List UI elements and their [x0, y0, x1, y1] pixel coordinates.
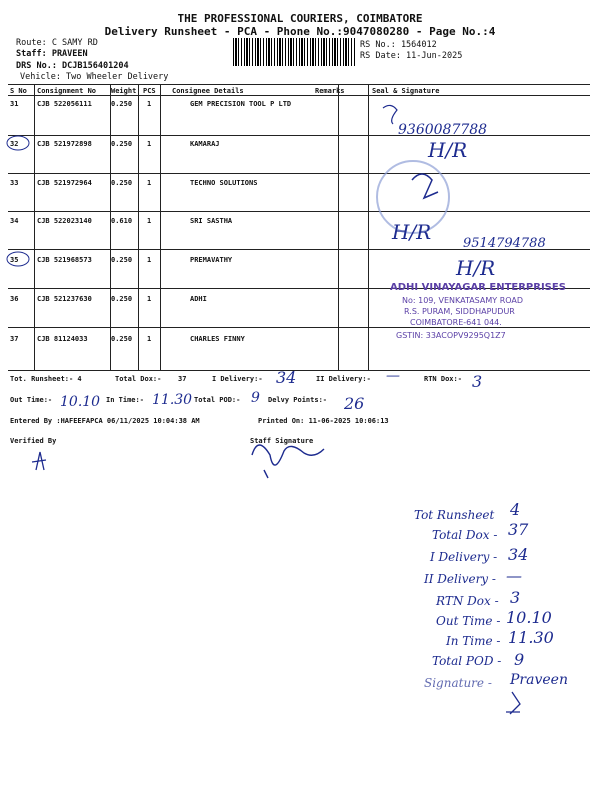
col-remarks: Remarks: [315, 87, 345, 95]
row-sno: 35: [10, 256, 19, 264]
row-sno: 36: [10, 295, 19, 303]
note-label: In Time -: [446, 634, 501, 648]
row-pcs: 1: [147, 295, 152, 303]
vehicle: Vehicle: Two Wheeler Delivery: [20, 72, 169, 82]
row-consignee: ADHI: [190, 295, 207, 303]
row-weight: 0.250: [111, 256, 133, 264]
total-pod-label: Total POD:-: [194, 396, 241, 404]
note-value: 34: [508, 545, 529, 564]
drs-number: DRS No.: DCJB156401204: [16, 61, 129, 71]
row-sno: 32: [10, 140, 19, 148]
row-consignee: KAMARAJ: [190, 140, 220, 148]
col-seal: Seal & Signature: [372, 87, 440, 95]
i-delivery-value: 34: [276, 368, 297, 387]
tot-runsheet: Tot. Runsheet:- 4: [10, 375, 82, 383]
col-consignment: Consignment No: [37, 87, 97, 95]
in-time-value: 11.30: [152, 392, 193, 408]
row-sno: 31: [10, 100, 19, 108]
entered-by: Entered By :HAFEEFAPCA 06/11/2025 10:04:38 AM: [10, 417, 200, 425]
rtn-label: RTN Dox:-: [424, 375, 462, 383]
row-pcs: 1: [147, 179, 152, 187]
note-value: 10.10: [506, 608, 552, 627]
note-value: 9: [514, 650, 525, 669]
row-consignment: CJB 522056111: [37, 100, 92, 108]
row-weight: 0.610: [111, 217, 133, 225]
row-consignment: CJB 521972898: [37, 140, 92, 148]
staff: Staff: PRAVEEN: [16, 49, 88, 59]
row-consignee: SRI SASTHA: [190, 217, 233, 225]
i-delivery-label: I Delivery:-: [212, 375, 263, 383]
note-value: —: [506, 566, 522, 585]
row-sno: 34: [10, 217, 19, 225]
col-consignee: Consignee Details: [172, 87, 244, 95]
row-consignment: CJB 521237630: [37, 295, 92, 303]
delvy-points-value: 26: [344, 394, 365, 413]
note-value: 3: [510, 588, 521, 607]
note-label: Signature -: [424, 676, 492, 690]
note-label: Total Dox -: [432, 528, 498, 542]
rs-date: RS Date: 11-Jun-2025: [360, 51, 463, 61]
row-consignee: GEM PRECISION TOOL P LTD: [190, 100, 292, 108]
rs-number: RS No.: 1564012: [360, 40, 437, 50]
note-label: Total POD -: [432, 654, 502, 668]
note-value: 37: [508, 520, 529, 539]
ii-delivery-value: —: [386, 368, 400, 384]
stamp-line3: COIMBATORE-641 044.: [410, 318, 502, 327]
row-pcs: 1: [147, 100, 152, 108]
rtn-value: 3: [472, 372, 483, 391]
row-consignee: CHARLES FINNY: [190, 335, 245, 343]
staff-signature: Staff Signature: [250, 437, 314, 445]
row-weight: 0.250: [111, 295, 133, 303]
ii-delivery-label: II Delivery:-: [316, 375, 371, 383]
hand-hr-1: H/R: [428, 138, 468, 162]
out-time-value: 10.10: [60, 394, 101, 410]
tot-dox-label: Total Dox:-: [115, 375, 162, 383]
row-consignment: CJB 521972964: [37, 179, 92, 187]
company-title: THE PROFESSIONAL COURIERS, COIMBATORE: [177, 12, 423, 25]
stamp-line4: GSTIN: 33ACOPV9295Q1Z7: [396, 331, 506, 340]
note-label: Out Time -: [436, 614, 501, 628]
tot-dox-value: 37: [178, 375, 187, 383]
runsheet-subtitle: Delivery Runsheet - PCA - Phone No.:9047080280 - Page No.:4: [104, 25, 496, 38]
hand-phone-1: 9360087788: [398, 122, 488, 138]
row-consignment: CJB 81124033: [37, 335, 88, 343]
row-weight: 0.250: [111, 335, 133, 343]
hand-phone-2: 9514794788: [463, 236, 546, 251]
route: Route: C SAMY RD: [16, 38, 98, 48]
row-pcs: 1: [147, 217, 152, 225]
note-label: I Delivery -: [430, 550, 498, 564]
note-value: 4: [510, 500, 521, 519]
in-time-label: In Time:-: [106, 396, 144, 404]
note-value: Praveen: [510, 672, 568, 688]
row-weight: 0.250: [111, 140, 133, 148]
row-sno: 33: [10, 179, 19, 187]
note-label: II Delivery -: [424, 572, 496, 586]
verified-by: Verified By: [10, 437, 57, 445]
hand-hr-2: H/R: [392, 220, 432, 244]
row-consignee: TECHNO SOLUTIONS: [190, 179, 258, 187]
total-pod-value: 9: [251, 390, 260, 406]
printed-on: Printed On: 11-06-2025 10:06:13: [258, 417, 389, 425]
out-time-label: Out Time:-: [10, 396, 53, 404]
delvy-points-label: Delvy Points:-: [268, 396, 328, 404]
row-weight: 0.250: [111, 100, 133, 108]
row-pcs: 1: [147, 335, 152, 343]
row-consignee: PREMAVATHY: [190, 256, 233, 264]
row-sno: 37: [10, 335, 19, 343]
stamp-name: ADHI VINAYAGAR ENTERPRISES: [390, 282, 566, 293]
row-consignment: CJB 521968573: [37, 256, 92, 264]
hand-hr-3: H/R: [456, 256, 496, 280]
row-consignment: CJB 522023140: [37, 217, 92, 225]
col-pcs: PCS: [143, 87, 156, 95]
col-weight: Weight: [111, 87, 137, 95]
row-pcs: 1: [147, 256, 152, 264]
row-weight: 0.250: [111, 179, 133, 187]
note-value: 11.30: [508, 628, 554, 647]
col-sno: S No: [10, 87, 27, 95]
row-pcs: 1: [147, 140, 152, 148]
note-label: RTN Dox -: [436, 594, 499, 608]
stamp-line2: R.S. PURAM, SIDDHAPUDUR: [404, 307, 515, 316]
stamp-line1: No: 109, VENKATASAMY ROAD: [402, 296, 524, 305]
note-label: Tot Runsheet: [414, 508, 495, 522]
